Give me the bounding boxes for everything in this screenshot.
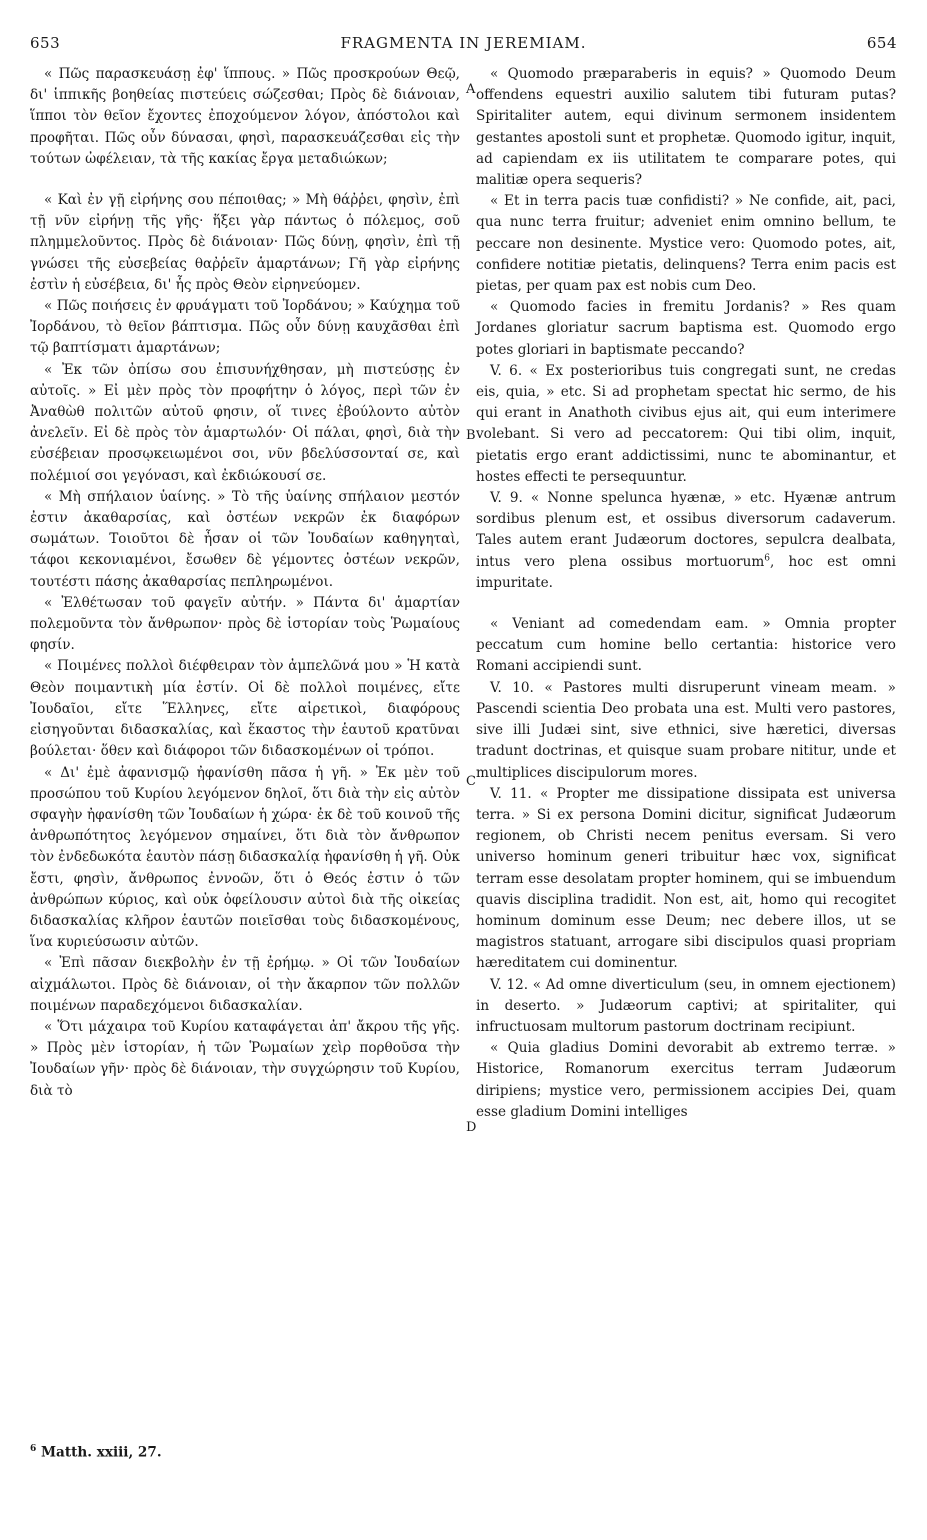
greek-paragraph: « Ἐπὶ πᾶσαν διεκβολὴν ἐν τῇ ἐρήμῳ. » Οἱ τῶν Ἰουδαίων αἰχμάλωτοι. Πρὸς δὲ διάνοιαν, οἱ τὴν ἄκαρπον τῶν πολλῶν ποιμένων παραδεχόμενοι διδασκαλίαν.: [30, 955, 460, 1014]
footnote-reference: 6: [764, 553, 771, 564]
latin-paragraph: V. 12. « Ad omne diverticulum (seu, in omnem ejectionem) in deserto. » Judæorum captivi; at spiritaliter, qui infructuosam multorum pastorum doctrinam recipiunt.: [476, 976, 896, 1035]
latin-paragraph: V. 10. « Pastores multi disruperunt vineam meam. » Pascendi scientia Deo probata una est. Multi vero pastores, sive illi Judæi sint, sive ethnici, sive hæretici, diversas tradunt doctrinas, et quisque suam probare nititur, unde et multiplices discipulorum mores.: [476, 679, 896, 781]
latin-paragraph: V. 11. « Propter me dissipatione dissipata est universa terra. » Si ex persona Domini dicitur, significat Judæorum regionem, ob Christi necem penitus eversam. Si vero universo hominum generi tribuitur hæc vox, significat terram esse desolatam propter hominem, qui se imbuendum quavis disciplina tradidit. Non est, ait, homo qui recogitet hominum dominum esse Deum; nec debere illos, ut se magistros statuant, arrogare sibi discipulos quasi propriam hæreditatem cui dominentur.: [476, 785, 896, 972]
latin-text: , hoc est omni impuritate.: [476, 553, 896, 591]
running-header: [30, 34, 897, 56]
page-number-right: 654: [866, 34, 897, 52]
footnote-text: Matth. xxiii, 27.: [41, 1444, 162, 1461]
greek-paragraph: « Ποιμένες πολλοὶ διέφθειραν τὸν ἀμπελῶνά μου » Ἡ κατὰ Θεὸν ποιμαντικὴ μία ἐστίν. Οἱ δὲ πολλοὶ ποιμένες, εἴτε Ἰουδαῖοι, εἴτε Ἕλληνες, εἴτε αἱρετικοὶ, διαφόρους εἰσηγοῦνται διδασκαλίας, καὶ ἕκαστος τὴν ἑαυτοῦ κρατῦναι βούλεται· ὅθεν καὶ διάφοροι τῶν διδασκομένων οἱ τρόποι.: [30, 658, 460, 760]
latin-paragraph: « Quia gladius Domini devorabit ab extremo terræ. » Historice, Romanorum exercitus terram Judæorum diripiens; mystice vero, permissionem accipies Dei, quam esse gladium Domini intelliges: [476, 1040, 896, 1120]
page-number-left: 653: [30, 34, 61, 52]
latin-paragraph: V. 6. « Ex posterioribus tuis congregati sunt, ne credas eis, quia, » etc. Si ad prophetam spectat hic sermo, de his qui erant in Anathoth civibus ejus ait, qui eum interimere volebant. Si vero ad peccatorem: Qui tibi olim, inquit, pietatis ergo erant addictissimi, nunc te abominantur, et hostes effecti te persequuntur.: [476, 362, 896, 485]
greek-paragraph: « Καὶ ἐν γῇ εἰρήνης σου πέποιθας; » Μὴ θάῤῥει, φησὶν, ἐπὶ τῇ νῦν εἰρήνῃ τῆς γῆς· ἥξει γὰρ πάντως ὁ πόλεμος, σοῦ πλημμελοῦντος. Πρὸς δὲ διάνοιαν· Πῶς δύνῃ, φησὶν, ἐπὶ τῇ γνώσει τῆς εὐσεβείας θαῤῥεῖν ἁμαρτάνων; Γῆ γὰρ εἰρήνης ἐστὶν ἡ εὐσέβεια, δι' ἧς πρὸς Θεὸν εἰρηνεύομεν.: [30, 192, 460, 293]
latin-paragraph: « Quomodo facies in fremitu Jordanis? » Res quam Jordanes gloriatur sacrum baptisma est. Quomodo ergo potes gloriari in baptismate peccando?: [476, 299, 896, 358]
margin-marker-a: A: [466, 82, 476, 97]
latin-column: [476, 64, 896, 1123]
latin-text: V. 9. « Nonne spelunca hyænæ, » etc. Hyænæ antrum sordibus plenum est, et ossibus diversorum cadaverum. Tales autem erant Judæorum doctores, sepulcra dealbata, intus vero plena ossibus mortuorum: [476, 490, 896, 570]
margin-marker-b: B: [466, 428, 476, 443]
latin-paragraph: « Veniant ad comedendam eam. » Omnia propter peccatum cum homine bello certantia: historice vero Romani accipiendi sunt.: [476, 616, 896, 675]
margin-marker-c: C: [466, 774, 476, 789]
footnote: [30, 1444, 460, 1461]
greek-paragraph: « Ἐκ τῶν ὀπίσω σου ἐπισυνήχθησαν, μὴ πιστεύσῃς ἐν αὐτοῖς. » Εἰ μὲν πρὸς τὸν προφήτην ὁ λόγος, περὶ τῶν ἐν Ἀναθὼθ πολιτῶν αὐτοῦ φησιν, οἵ τινες ἐβούλοντο αὐτὸν ἀνελεῖν. Εἰ δὲ πρὸς τὸν ἁμαρτωλόν· Οἱ πάλαι, φησὶ, διὰ τὴν εὐσέβειαν προσῳκειωμένοι σοι, νῦν βδελύσσονταί σε, καὶ πολέμιοί σοι γεγόνασι, καὶ ἐκδιώκουσί σε.: [30, 361, 460, 484]
greek-column: [30, 64, 460, 1102]
running-title: FRAGMENTA IN JEREMIAM.: [340, 34, 587, 52]
latin-paragraph: [476, 488, 896, 594]
greek-paragraph: « Μὴ σπήλαιον ὑαίνης. » Τὸ τῆς ὑαίνης σπήλαιον μεστόν ἐστιν ἀκαθαρσίας, καὶ ὀστέων νεκρῶν ἐκ διαφόρων σωμάτων. Τοιοῦτοι δὲ ἦσαν οἱ τῶν Ἰουδαίων καθηγηταὶ, τάφοι κεκονιαμένοι, ἔσωθεν δὲ γέμοντες ὀστέων νεκρῶν, τουτέστι πάσης ἀκαθαρσίας πεπληρωμένοι.: [30, 488, 460, 590]
greek-paragraph: « Ἐλθέτωσαν τοῦ φαγεῖν αὐτήν. » Πάντα δι' ἁμαρτίαν πολεμοῦντα τὸν ἄνθρωπον· πρὸς δὲ ἱστορίαν τοὺς Ῥωμαίους φησίν.: [30, 594, 460, 654]
greek-paragraph: « Πῶς ποιήσεις ἐν φρυάγματι τοῦ Ἰορδάνου; » Καύχημα τοῦ Ἰορδάνου, τὸ θεῖον βάπτισμα. Πῶς οὖν δύνῃ καυχᾶσθαι ἐπὶ τῷ βαπτίσματι ἁμαρτάνων;: [30, 298, 460, 357]
latin-paragraph: « Quomodo præparaberis in equis? » Quomodo Deum offendens equestri auxilio salutem tibi futuram putas? Spiritaliter autem, equi divinum sermonem insidentem gestantes apostoli sunt et prophetæ. Quomodo igitur, inquit, ad capiendam ex iis utilitatem te comparare potes, qui malitiæ opera sequeris?: [476, 66, 896, 189]
greek-paragraph: « Πῶς παρασκευάσῃ ἐφ' ἵππους. » Πῶς προσκρούων Θεῷ, δι' ἱππικῆς βοηθείας πιστεύεις σώζεσθαι; Πρὸς δὲ διάνοιαν, ἵπποι τὸν θεῖον ἔχοντες ἐποχούμενον λόγον, ἀπόστολοι καὶ προφῆται. Πῶς οὖν δύνασαι, φησὶ, παρασκευάζεσθαι εἰς τὴν τούτων ὠφέλειαν, τὰ τῆς κακίας ἔργα μεταδιώκων;: [30, 66, 460, 167]
margin-marker-d: D: [466, 1120, 477, 1135]
greek-paragraph: « Δι' ἐμὲ ἀφανισμῷ ἠφανίσθη πᾶσα ἡ γῆ. » Ἐκ μὲν τοῦ προσώπου τοῦ Κυρίου λεγόμενον δηλοῖ, ὅτι διὰ τὴν εἰς αὐτὸν σφαγὴν ἠφανίσθη τῶν Ἰουδαίων ἡ χώρα· ἐκ δὲ τοῦ κοινοῦ τῆς ἀνθρωπότητος λεγόμενον σημαίνει, ὅτι διὰ τὸν ἄνθρωπον τὸν ἐνδεδωκότα ἑαυτὸν πάσῃ διδασκαλίᾳ ἠφανίσθη ἡ γῆ. Οὐκ ἔστι, φησὶν, ἄνθρωπος ἐννοῶν, ὅτι ὁ Θεός ἐστιν ὁ τῶν ἀνθρώπων κύριος, καὶ οὐκ ὀφείλουσιν αὐτοὶ διὰ τῆς οἰκείας διδασκαλίας κλῆρον ἑαυτῶν ποιεῖσθαι τοὺς διδασκομένους, ἵνα κυριεύσωσιν αὐτῶν.: [30, 764, 460, 951]
greek-paragraph: « Ὅτι μάχαιρα τοῦ Κυρίου καταφάγεται ἀπ' ἄκρου τῆς γῆς. » Πρὸς μὲν ἱστορίαν, ἡ τῶν Ῥωμαίων χεὶρ πορθοῦσα τὴν Ἰουδαίων γῆν· πρὸς δὲ διάνοιαν, τὴν συγχώρησιν τοῦ Κυρίου, διὰ τὸ: [30, 1018, 460, 1099]
footnote-mark: 6: [30, 1444, 37, 1454]
latin-paragraph: « Et in terra pacis tuæ confidisti? » Ne confide, ait, paci, qua nunc terra fruitur; adveniet enim omnino bellum, te peccare non desinente. Mystice vero: Quomodo potes, ait, confidere notitiæ pietatis, delinquens? Terra enim pacis est pietas, per quam pax est nobis cum Deo.: [476, 193, 896, 295]
